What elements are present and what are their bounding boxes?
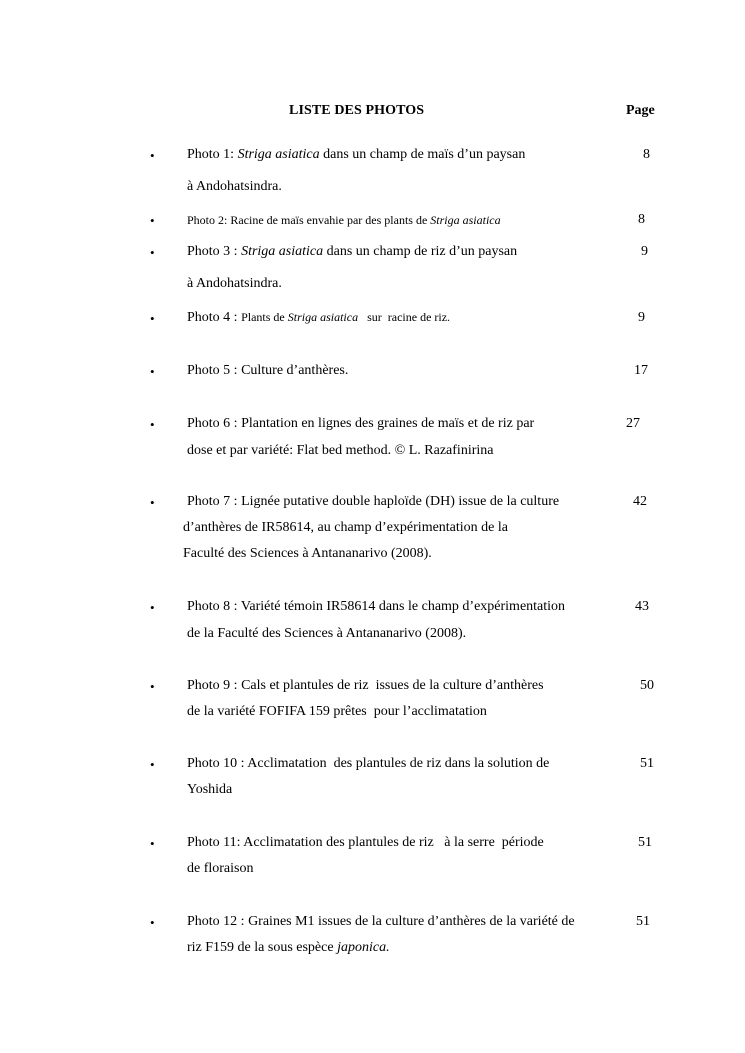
bullet-icon: • (150, 915, 155, 930)
page-title: LISTE DES PHOTOS (289, 103, 425, 118)
page-number: 51 (640, 756, 654, 771)
item-text: Photo 7 : Lignée putative double haploïde (DH) issue de la culture (187, 494, 560, 509)
bullet-icon: • (150, 245, 155, 260)
bullet-icon: • (150, 213, 155, 228)
page-number: 27 (626, 416, 640, 431)
item-text: Photo 4 : Plants de Striga asiatica sur racine de riz. (187, 310, 451, 325)
bullet-icon: • (150, 364, 155, 379)
item-text-continuation: dose et par variété: Flat bed method. © L. Razafinirina (187, 443, 494, 458)
page-number: 9 (638, 310, 645, 325)
bullet-icon: • (150, 495, 155, 510)
page-number: 8 (643, 147, 650, 162)
item-text: Photo 3 : Striga asiatica dans un champ de riz d’un paysan (187, 244, 518, 259)
item-text-continuation: de la Faculté des Sciences à Antananarivo (2008). (187, 626, 467, 641)
item-text-continuation: Faculté des Sciences à Antananarivo (2008). (183, 546, 432, 561)
bullet-icon: • (150, 836, 155, 851)
item-text-continuation: à Andohatsindra. (187, 179, 282, 194)
bullet-icon: • (150, 417, 155, 432)
page-number: 9 (641, 244, 648, 259)
item-text-continuation: riz F159 de la sous espèce japonica. (187, 940, 390, 955)
item-text: Photo 11: Acclimatation des plantules de riz à la serre période (187, 835, 544, 850)
item-text: Photo 8 : Variété témoin IR58614 dans le champ d’expérimentation (187, 599, 566, 614)
page-number: 42 (633, 494, 647, 509)
item-text: Photo 9 : Cals et plantules de riz issues de la culture d’anthères (187, 678, 544, 693)
page-number: 43 (635, 599, 649, 614)
page-number: 51 (636, 914, 650, 929)
item-text: Photo 5 : Culture d’anthères. (187, 363, 349, 378)
page-number: 50 (640, 678, 654, 693)
bullet-icon: • (150, 600, 155, 615)
page-column-header: Page (626, 103, 655, 118)
item-text-continuation: de la variété FOFIFA 159 prêtes pour l’acclimatation (187, 704, 487, 719)
item-text-continuation: d’anthères de IR58614, au champ d’expérimentation de la (183, 520, 508, 535)
item-text: Photo 2: Racine de maïs envahie par des plants de Striga asiatica (187, 213, 501, 227)
item-text: Photo 6 : Plantation en lignes des graines de maïs et de riz par (187, 416, 535, 431)
item-text: Photo 12 : Graines M1 issues de la culture d’anthères de la variété de (187, 914, 575, 929)
item-text: Photo 1: Striga asiatica dans un champ de maïs d’un paysan (187, 147, 526, 162)
item-text: Photo 10 : Acclimatation des plantules de riz dans la solution de (187, 756, 550, 771)
bullet-icon: • (150, 311, 155, 326)
item-text-continuation: de floraison (187, 861, 254, 876)
page-number: 17 (634, 363, 648, 378)
bullet-icon: • (150, 757, 155, 772)
item-text-continuation: Yoshida (187, 782, 233, 797)
bullet-icon: • (150, 679, 155, 694)
bullet-icon: • (150, 148, 155, 163)
page-number: 8 (638, 212, 645, 227)
item-text-continuation: à Andohatsindra. (187, 276, 282, 291)
page-number: 51 (638, 835, 652, 850)
